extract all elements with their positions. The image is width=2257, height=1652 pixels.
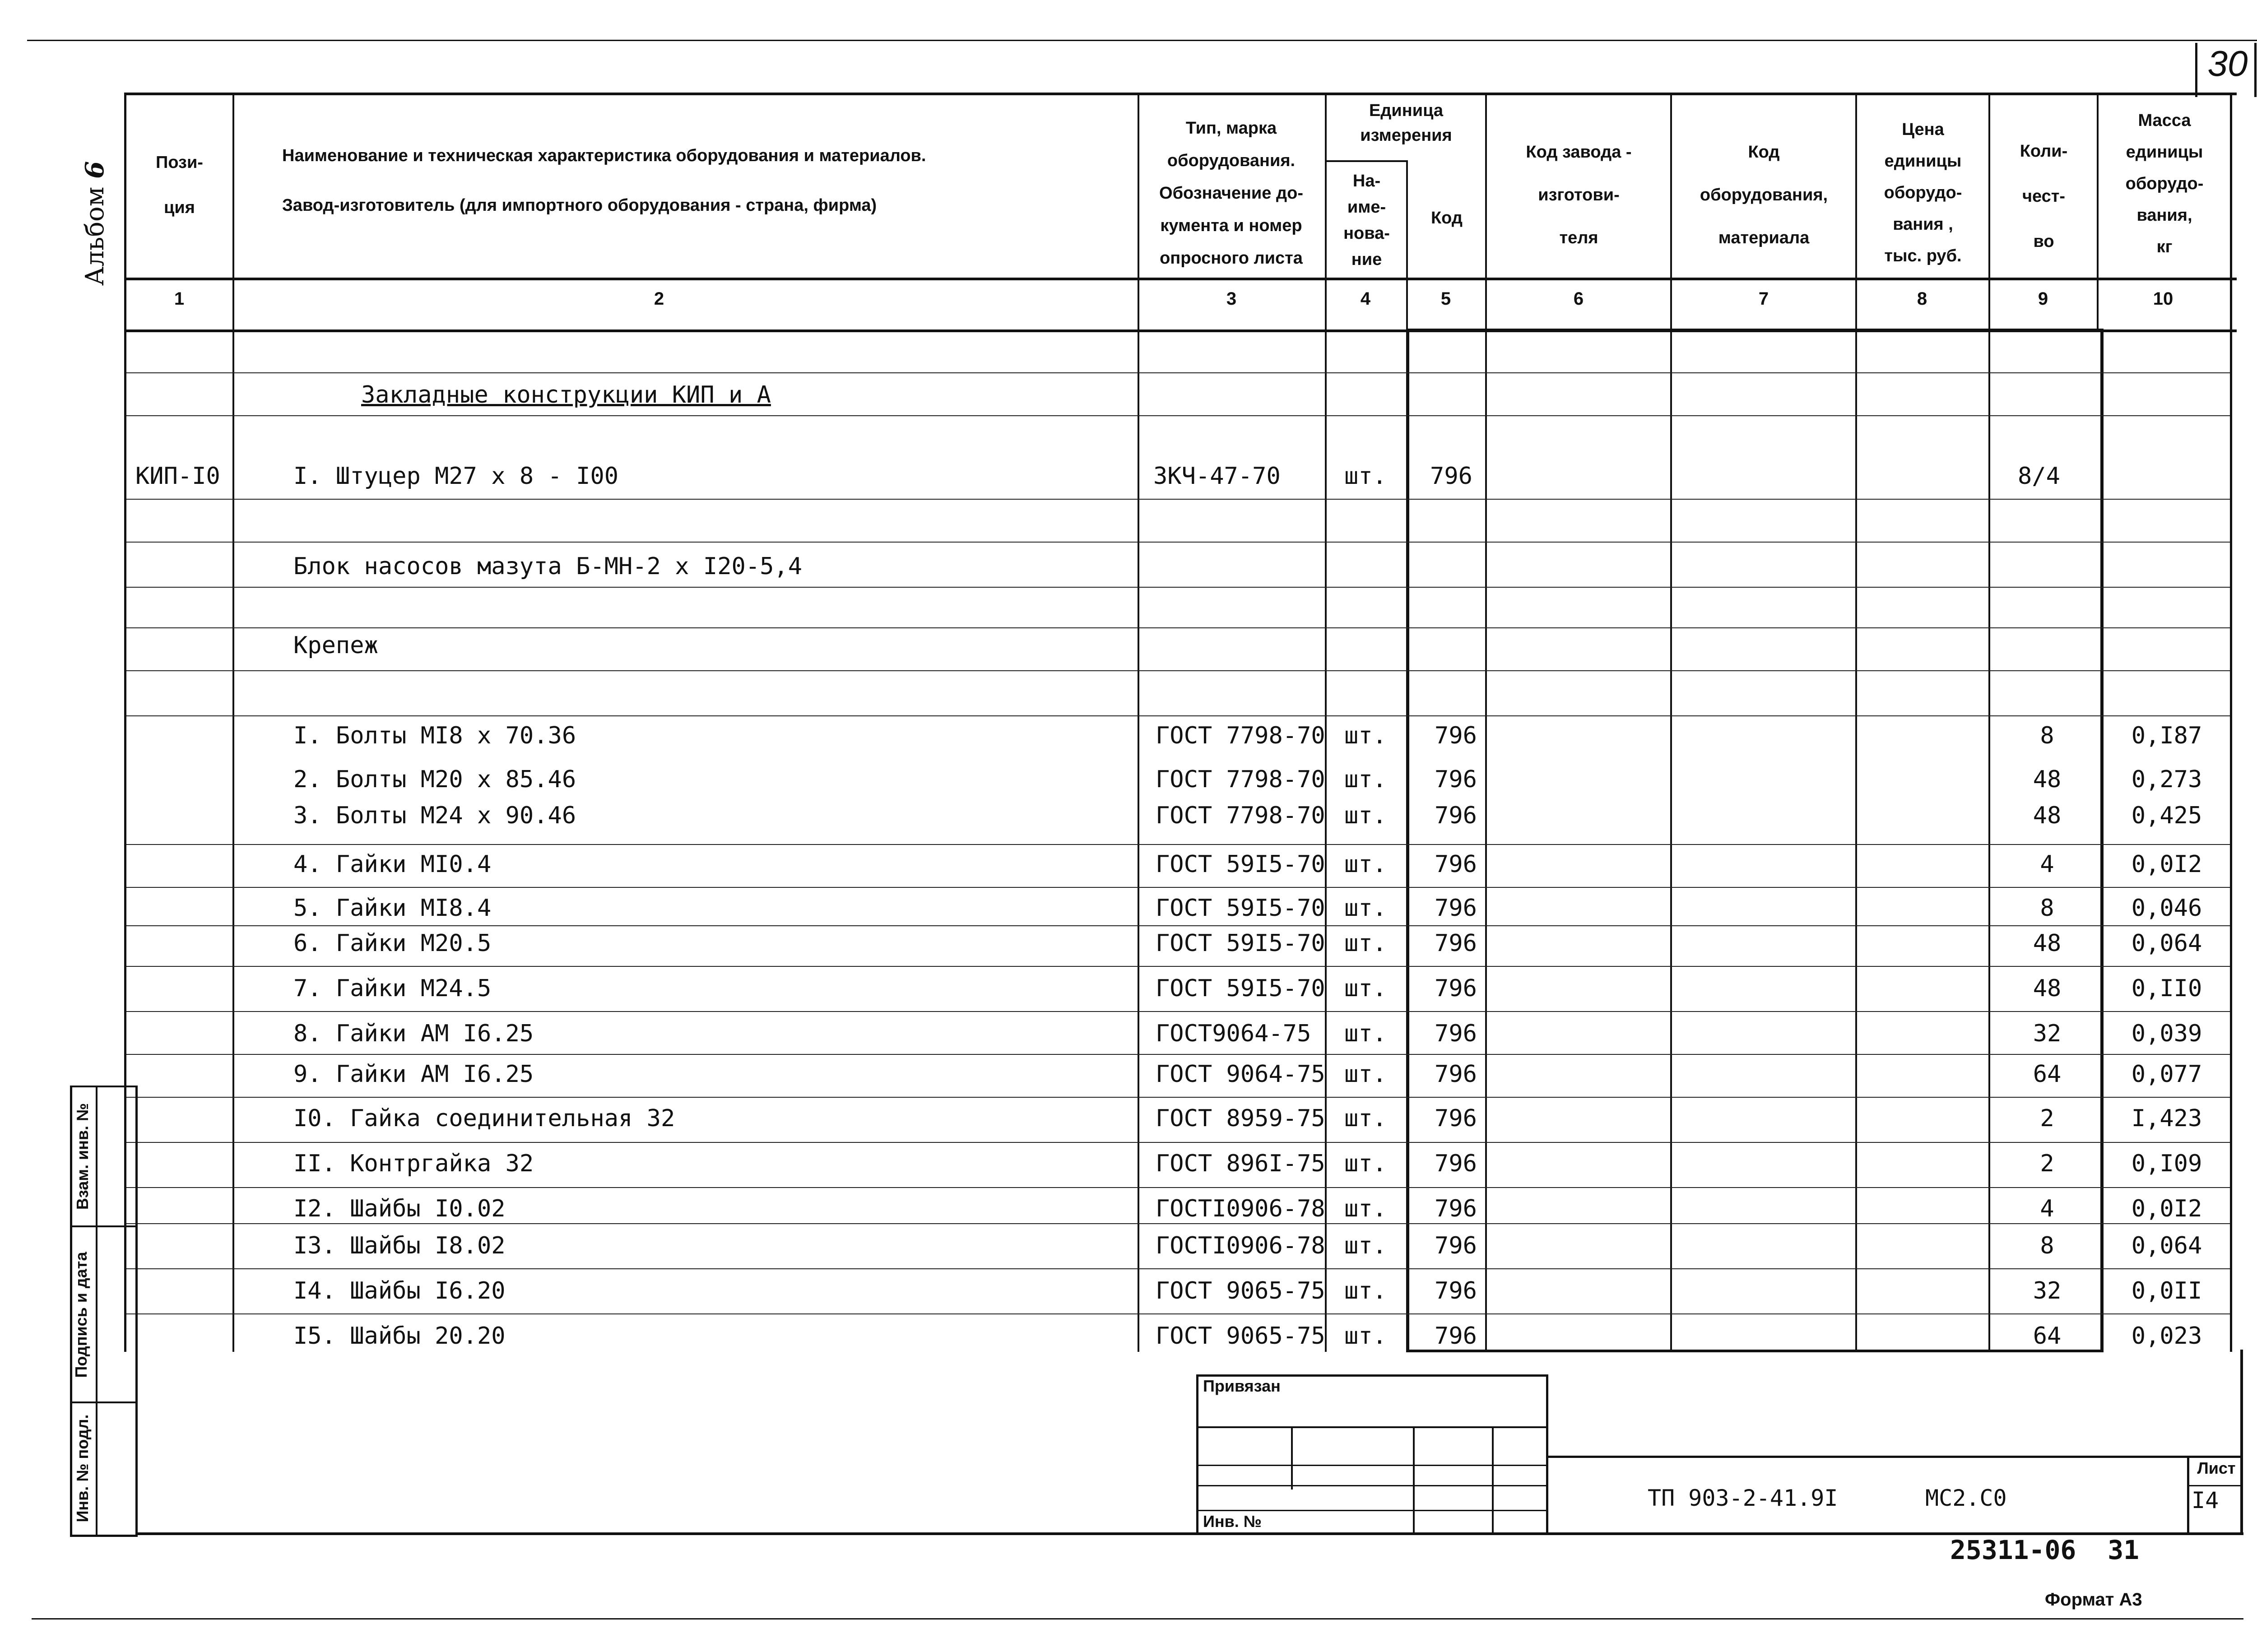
row-qty: 2 [2040, 1150, 2054, 1177]
row-separator [126, 587, 2230, 588]
row-separator [126, 1223, 2230, 1224]
top-border [27, 40, 2257, 41]
format-label: Формат А3 [2045, 1590, 2142, 1610]
fastener-title: Крепеж [293, 632, 378, 659]
row-qty: 4 [2040, 851, 2054, 878]
col-number-7: 7 [1758, 289, 1769, 309]
row-separator [126, 966, 2230, 967]
doc-code: ТП 903-2-41.9I [1648, 1485, 1838, 1511]
sheet-box-div [2187, 1485, 2241, 1486]
stamp-inv-no: Инв. № [1203, 1512, 1262, 1531]
row-name: 3. Болты М24 х 90.46 [293, 802, 576, 829]
row-mass: 0,425 [2131, 802, 2202, 829]
header-unit-group: Единица измерения [1360, 101, 1452, 145]
row-qty: 8 [2040, 722, 2054, 749]
row-type: ГОСТ 7798-70 [1156, 802, 1325, 829]
col-number-9: 9 [2038, 289, 2048, 309]
row-code: 796 [1435, 802, 1477, 829]
row-unit: шт. [1344, 1232, 1387, 1259]
row-code: 796 [1435, 851, 1477, 878]
row-code: 796 [1435, 1277, 1477, 1304]
stamp-row3 [1196, 1485, 1548, 1486]
row-unit: шт. [1344, 975, 1387, 1002]
row-qty: 48 [2033, 766, 2062, 793]
col-number-8: 8 [1917, 289, 1927, 309]
row-unit: шт. [1344, 722, 1387, 749]
row-qty: 2 [2040, 1105, 2054, 1132]
row-code: 796 [1435, 1150, 1477, 1177]
row-mass: 0,0II [2131, 1277, 2202, 1304]
stamp-row2 [1196, 1465, 1548, 1466]
row-unit: шт. [1344, 1061, 1387, 1088]
row-mass: 0,0I2 [2131, 1195, 2202, 1222]
row-name: 8. Гайки АМ I6.25 [293, 1020, 534, 1047]
col-line-6 [1670, 93, 1672, 1352]
row-mass: 0,I09 [2131, 1150, 2202, 1177]
row-separator [126, 1054, 2230, 1055]
row-unit: шт. [1344, 1195, 1387, 1222]
row-code: 796 [1435, 1061, 1477, 1088]
col-line-9 [2097, 93, 2099, 329]
kip-unit: шт. [1344, 463, 1387, 490]
row-name: II. Контргайка 32 [293, 1150, 534, 1177]
row-type: ГОСТ 9065-75 [1156, 1277, 1325, 1304]
bold-block-top [1406, 329, 2104, 331]
bold-block-bottom [1406, 1350, 2104, 1352]
row-type: ГОСТI0906-78 [1156, 1232, 1325, 1259]
row-separator [126, 887, 2230, 888]
row-mass: 0,039 [2131, 1020, 2202, 1047]
row-mass: 0,023 [2131, 1323, 2202, 1350]
side-stamp-right [135, 1086, 138, 1537]
row-name: I3. Шайбы I8.02 [293, 1232, 506, 1259]
stamp-col2 [1413, 1426, 1415, 1535]
row-code: 796 [1435, 1020, 1477, 1047]
header-col2: Наименование и техническая характеристика оборудования и материалов. Завод-изготовитель (для импортного оборудования - страна, фирма) [282, 146, 926, 215]
row-type: ГОСТ9064-75 [1156, 1020, 1311, 1047]
section-title: Закладные конструкции КИП и А [361, 381, 771, 408]
row-unit: шт. [1344, 851, 1387, 878]
row-name: 9. Гайки АМ I6.25 [293, 1061, 534, 1088]
row-separator [126, 1268, 2230, 1269]
row-code: 796 [1435, 975, 1477, 1002]
col-line-1 [232, 93, 234, 1352]
side-inv-podl: Инв. № подл. [73, 1414, 92, 1522]
row-separator [126, 542, 2230, 543]
stamp-col1 [1291, 1426, 1293, 1490]
row-name: I4. Шайбы I6.20 [293, 1277, 506, 1304]
row-separator [126, 1011, 2230, 1012]
col-number-3: 3 [1226, 289, 1237, 309]
row-type: ГОСТ 59I5-70 [1156, 851, 1325, 878]
row-name: I. Болты МI8 х 70.36 [293, 722, 576, 749]
col-number-2: 2 [654, 289, 664, 309]
col-line-0 [124, 93, 126, 1352]
unit-group-line [1325, 160, 1406, 162]
page-number-box-left [2195, 43, 2197, 97]
header-col3: Тип, марка оборудования. Обозначение до- кумента и номер опросного листа [1159, 119, 1303, 268]
side-vzam-inv: Взам. инв. № [73, 1103, 92, 1210]
header-col5: Код [1430, 209, 1463, 227]
sheet-label: Лист [2197, 1459, 2236, 1477]
row-unit: шт. [1344, 1323, 1387, 1350]
kip-name: I. Штуцер М27 х 8 - I00 [293, 463, 619, 490]
row-type: ГОСТ 7798-70 [1156, 722, 1325, 749]
row-name: 5. Гайки МI8.4 [293, 895, 492, 922]
row-code: 796 [1435, 1195, 1477, 1222]
col-number-10: 10 [2153, 289, 2173, 309]
side-stamp-top [70, 1086, 138, 1087]
row-separator [126, 925, 2230, 926]
kip-position: КИП-I0 [135, 463, 220, 490]
row-mass: 0,046 [2131, 895, 2202, 922]
row-type: ГОСТ 8959-75 [1156, 1105, 1325, 1132]
row-qty: 64 [2033, 1323, 2062, 1350]
row-qty: 32 [2033, 1277, 2062, 1304]
row-unit: шт. [1344, 1277, 1387, 1304]
row-qty: 48 [2033, 975, 2062, 1002]
main-stamp-top [1546, 1456, 2241, 1458]
col-line-2 [1138, 93, 1139, 1352]
row-name: 2. Болты М20 х 85.46 [293, 766, 576, 793]
row-qty: 8 [2040, 895, 2054, 922]
header-col4: На- име- нова- ние [1343, 172, 1390, 269]
stamp-privyazan: Привязан [1203, 1377, 1281, 1395]
col-number-6: 6 [1573, 289, 1584, 309]
kip-code: 796 [1430, 463, 1472, 490]
row-separator [126, 670, 2230, 671]
stamp-row4 [1196, 1510, 1548, 1511]
row-separator [126, 627, 2230, 628]
row-code: 796 [1435, 930, 1477, 957]
row-unit: шт. [1344, 802, 1387, 829]
album-label: Альбом 6 [80, 161, 110, 286]
row-unit: шт. [1344, 1020, 1387, 1047]
header-col6: Код завода - изготови- теля [1526, 143, 1632, 247]
row-code: 796 [1435, 1105, 1477, 1132]
header-col10: Масса единицы оборудо- вания, кг [2125, 111, 2204, 256]
stamp-col3 [1492, 1426, 1494, 1535]
sheet-number: I4 [2192, 1487, 2219, 1513]
row-code: 796 [1435, 722, 1477, 749]
row-qty: 4 [2040, 1195, 2054, 1222]
header-col1: Пози- ция [156, 153, 203, 217]
col-number-4: 4 [1360, 289, 1371, 309]
stamp-row1 [1196, 1426, 1548, 1428]
row-qty: 8 [2040, 1232, 2054, 1259]
header-col7: Код оборудования, материала [1700, 143, 1828, 247]
row-mass: 0,064 [2131, 1232, 2202, 1259]
row-qty: 48 [2033, 802, 2062, 829]
doc-mark: МС2.С0 [1925, 1485, 2007, 1511]
row-type: ГОСТ 59I5-70 [1156, 930, 1325, 957]
row-mass: I,423 [2131, 1105, 2202, 1132]
row-separator [126, 1187, 2230, 1188]
row-code: 796 [1435, 1323, 1477, 1350]
row-code: 796 [1435, 895, 1477, 922]
row-name: 4. Гайки МI0.4 [293, 851, 492, 878]
row-type: ГОСТ 7798-70 [1156, 766, 1325, 793]
row-type: ГОСТI0906-78 [1156, 1195, 1325, 1222]
row-unit: шт. [1344, 766, 1387, 793]
row-mass: 0,273 [2131, 766, 2202, 793]
row-type: ГОСТ 9065-75 [1156, 1323, 1325, 1350]
header-col9: Коли- чест- во [2020, 142, 2068, 251]
row-name: I0. Гайка соединительная 32 [293, 1105, 675, 1132]
row-separator [126, 715, 2230, 716]
row-code: 796 [1435, 1232, 1477, 1259]
row-name: I5. Шайбы 20.20 [293, 1323, 506, 1350]
col-line-7 [1855, 93, 1857, 1352]
row-qty: 64 [2033, 1061, 2062, 1088]
page-number: 30 [2207, 43, 2248, 84]
row-separator [126, 499, 2230, 500]
row-mass: 0,0I2 [2131, 851, 2202, 878]
header-bottom-line [124, 278, 2237, 280]
archive-number: 25311-06 31 [1950, 1535, 2140, 1565]
row-separator [126, 415, 2230, 416]
row-unit: шт. [1344, 1105, 1387, 1132]
row-type: ГОСТ 59I5-70 [1156, 895, 1325, 922]
side-stamp-mid [96, 1086, 98, 1537]
row-type: ГОСТ 9064-75 [1156, 1061, 1325, 1088]
row-unit: шт. [1344, 895, 1387, 922]
col-number-1: 1 [174, 289, 185, 309]
bottom-frame-line [135, 1532, 2243, 1535]
kip-type: ЗКЧ-47-70 [1153, 463, 1281, 490]
sheet-box-left [2187, 1456, 2189, 1535]
row-separator [126, 1313, 2230, 1314]
row-separator [126, 372, 2230, 373]
row-unit: шт. [1344, 930, 1387, 957]
row-mass: 0,077 [2131, 1061, 2202, 1088]
block-title: Блок насосов мазута Б-МН-2 х I20-5,4 [293, 553, 803, 580]
row-unit: шт. [1344, 1150, 1387, 1177]
row-type: ГОСТ 59I5-70 [1156, 975, 1325, 1002]
row-mass: 0,064 [2131, 930, 2202, 957]
table-top-line [124, 93, 2237, 95]
row-separator [126, 844, 2230, 845]
col-number-5: 5 [1440, 289, 1451, 309]
row-type: ГОСТ 896I-75 [1156, 1150, 1325, 1177]
side-signature-date: Подпись и дата [72, 1252, 90, 1378]
row-name: 7. Гайки М24.5 [293, 975, 492, 1002]
kip-qty: 8/4 [2018, 463, 2060, 490]
row-separator [126, 1097, 2230, 1098]
row-mass: 0,II0 [2131, 975, 2202, 1002]
outer-bottom-line [32, 1618, 2243, 1620]
page-number-box-right [2254, 43, 2257, 97]
row-separator [126, 1142, 2230, 1143]
right-frame-line [2240, 1350, 2243, 1535]
row-qty: 48 [2033, 930, 2062, 957]
row-qty: 32 [2033, 1020, 2062, 1047]
row-name: 6. Гайки М20.5 [293, 930, 492, 957]
row-code: 796 [1435, 766, 1477, 793]
header-col8: Цена единицы оборудо- вания , тыс. руб. [1884, 120, 1962, 265]
row-name: I2. Шайбы I0.02 [293, 1195, 506, 1222]
row-mass: 0,I87 [2131, 722, 2202, 749]
